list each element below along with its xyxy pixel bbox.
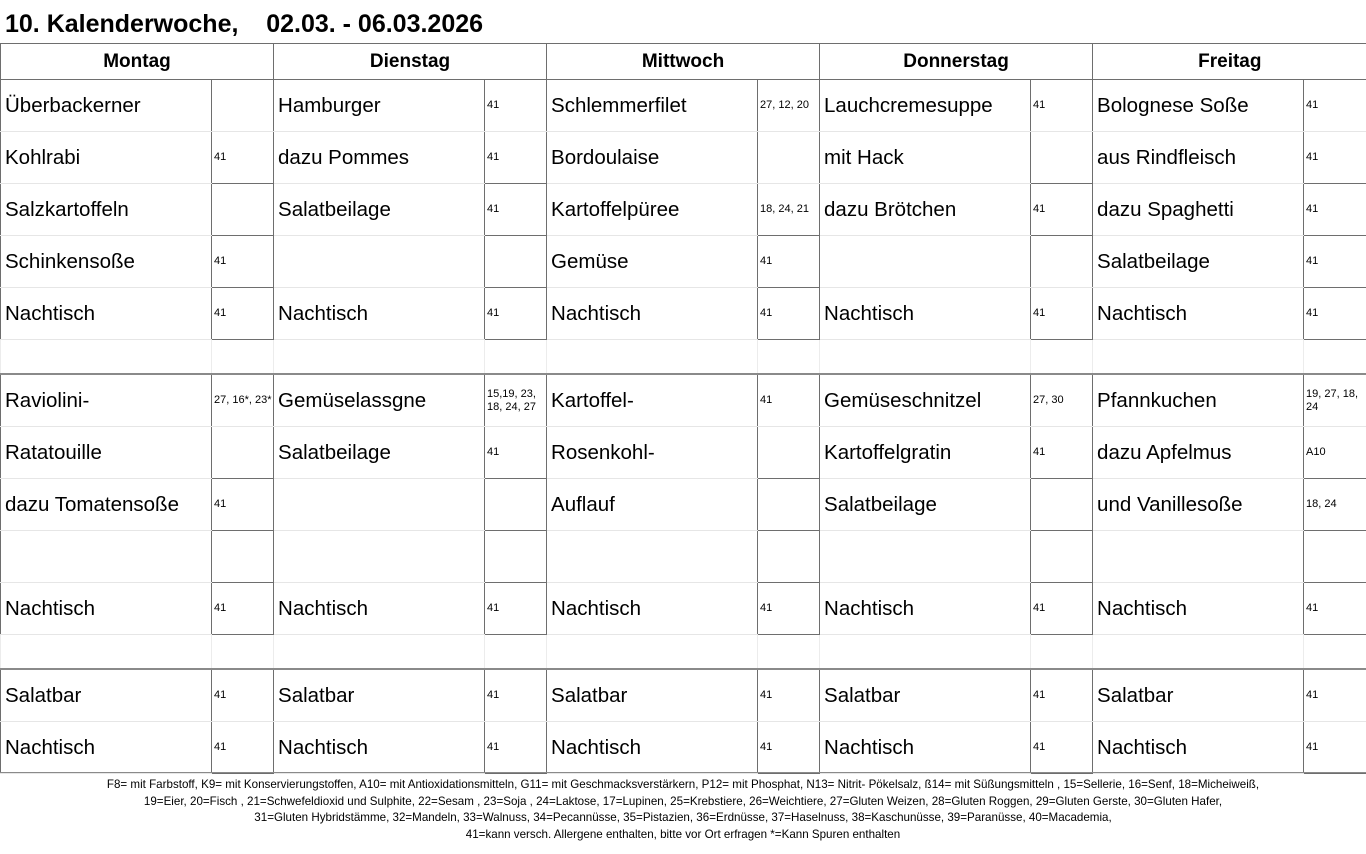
allergen-codes: 15,19, 23, 18, 24, 27 [485,374,547,427]
allergen-codes: 41 [1304,288,1366,340]
empty-cell [1,340,212,375]
empty-cell [485,340,547,375]
dish-name: Nachtisch [820,583,1031,635]
allergen-codes: 41 [758,236,820,288]
allergen-codes [485,236,547,288]
empty-cell [758,340,820,375]
allergen-codes [1304,531,1366,583]
dish-name: Nachtisch [1,583,212,635]
allergen-codes: 41 [1304,80,1366,132]
dish-name: dazu Brötchen [820,184,1031,236]
allergen-codes: 41 [485,583,547,635]
dish-name: Kartoffel- [547,374,758,427]
allergen-codes [758,132,820,184]
menu-row [1,236,1366,288]
dish-name: Raviolini- [1,374,212,427]
allergen-codes: 41 [485,132,547,184]
allergen-codes [758,531,820,583]
dish-name: Bolognese Soße [1093,80,1304,132]
dish-name: Nachtisch [274,583,485,635]
dish-name [547,531,758,583]
empty-cell [212,340,274,375]
allergen-codes: 41 [212,583,274,635]
dish-name [274,479,485,531]
day-header-tuesday: Dienstag [274,44,547,80]
allergen-codes [485,479,547,531]
legend-line: 19=Eier, 20=Fisch , 21=Schwefeldioxid und Sulphite, 22=Sesam , 23=Soja , 24=Laktose, 17=Lupinen, 25=Krebstiere, 26=Weichtiere, 27=Gluten Weizen, 28=Gluten Roggen, 29=Gluten Gerste, 30=Gluten Hafer, [143,794,1223,808]
allergen-codes: 41 [485,669,547,722]
day-header-monday: Montag [1,44,274,80]
empty-cell [1093,340,1304,375]
dish-name: mit Hack [820,132,1031,184]
menu-row [1,669,1366,722]
dish-name: Schlemmerfilet [547,80,758,132]
dish-name [820,236,1031,288]
dish-name: Kartoffelpüree [547,184,758,236]
dish-name: Nachtisch [547,722,758,774]
legend-line: F8= mit Farbstoff, K9= mit Konservierungstoffen, A10= mit Antioxidationsmitteln, G11= mit Geschmacksverstärkern, P12= mit Phosphat, N13= Nitrit- Pökelsalz, ß14= mit Süßungsmitteln , 15=Sellerie, 16=Senf, 18=Micheiweiß, [106,778,1260,791]
day-header-friday: Freitag [1093,44,1366,80]
allergen-codes: 41 [1304,722,1366,774]
allergen-codes: 41 [758,288,820,340]
allergen-codes: 41 [1304,132,1366,184]
allergen-codes: 27, 30 [1031,374,1093,427]
dish-name: Überbackerner [1,80,212,132]
menu-row [1,288,1366,340]
allergen-codes: 41 [212,669,274,722]
allergen-codes [758,479,820,531]
allergen-codes: 41 [212,288,274,340]
dish-name: Nachtisch [1,288,212,340]
allergen-codes: 19, 27, 18, 24 [1304,374,1366,427]
allergen-codes: 41 [212,236,274,288]
dish-name: Salatbar [274,669,485,722]
empty-cell [274,635,485,670]
dish-name: Salatbar [1,669,212,722]
allergen-codes [758,427,820,479]
allergen-codes: 18, 24 [1304,479,1366,531]
day-header-row [1,44,1366,80]
allergen-codes: 27, 12, 20 [758,80,820,132]
allergen-codes: 41 [1304,583,1366,635]
dish-name: Nachtisch [820,288,1031,340]
empty-cell [547,340,758,375]
day-header-wednesday: Mittwoch [547,44,820,80]
dish-name: Schinkensoße [1,236,212,288]
allergen-codes: 41 [1304,669,1366,722]
empty-cell [547,635,758,670]
dish-name: dazu Tomatensoße [1,479,212,531]
menu-row [1,722,1366,774]
empty-cell [274,340,485,375]
dish-name: Nachtisch [274,288,485,340]
dish-name: Salatbeilage [1093,236,1304,288]
allergen-codes: 41 [1304,184,1366,236]
allergen-codes: 41 [1031,669,1093,722]
empty-cell [1304,340,1366,375]
dish-name: Nachtisch [1093,583,1304,635]
empty-cell [1031,635,1093,670]
allergen-legend [0,772,1366,854]
allergen-codes: 41 [212,479,274,531]
legend-line: 41=kann versch. Allergene enthalten, bitte vor Ort erfragen *=Kann Spuren enthalten [465,827,901,841]
empty-cell [1093,635,1304,670]
allergen-codes [1031,236,1093,288]
page-title: 10. Kalenderwoche, 02.03. - 06.03.2026 [5,10,484,38]
dish-name: dazu Pommes [274,132,485,184]
allergen-codes: 41 [212,722,274,774]
empty-cell [485,635,547,670]
allergen-codes [1031,479,1093,531]
allergen-codes [1031,132,1093,184]
dish-name: und Vanillesoße [1093,479,1304,531]
dish-name: Gemüseschnitzel [820,374,1031,427]
dish-name: Salatbar [820,669,1031,722]
dish-name: Gemüse [547,236,758,288]
dish-name: aus Rindfleisch [1093,132,1304,184]
dish-name [1093,531,1304,583]
allergen-codes: 41 [758,583,820,635]
menu-row [1,427,1366,479]
dish-name: dazu Spaghetti [1093,184,1304,236]
dish-name: Nachtisch [547,288,758,340]
menu-row [1,80,1366,132]
allergen-codes: 41 [1031,184,1093,236]
empty-cell [820,340,1031,375]
allergen-codes: 41 [1031,583,1093,635]
dish-name: Pfannkuchen [1093,374,1304,427]
allergen-codes: 41 [485,722,547,774]
dish-name: Nachtisch [274,722,485,774]
allergen-codes: 41 [485,184,547,236]
allergen-codes [485,531,547,583]
menu-row [1,374,1366,427]
dish-name: Auflauf [547,479,758,531]
allergen-codes: 27, 16*, 23* [212,374,274,427]
allergen-codes: 41 [485,80,547,132]
allergen-codes: 41 [1031,427,1093,479]
dish-name [274,531,485,583]
allergen-codes [212,427,274,479]
allergen-codes: A10 [1304,427,1366,479]
dish-name: dazu Apfelmus [1093,427,1304,479]
menu-row [1,531,1366,583]
allergen-codes: 41 [485,427,547,479]
allergen-codes: 41 [758,722,820,774]
dish-name: Salatbar [1093,669,1304,722]
dish-name: Rosenkohl- [547,427,758,479]
empty-cell [1,635,212,670]
spacer-row [1,635,1366,670]
menu-row [1,184,1366,236]
allergen-codes: 41 [212,132,274,184]
allergen-codes: 41 [758,374,820,427]
dish-name: Lauchcremesuppe [820,80,1031,132]
empty-cell [1304,635,1366,670]
dish-name: Gemüselassgne [274,374,485,427]
dish-name: Ratatouille [1,427,212,479]
dish-name: Salatbeilage [820,479,1031,531]
meal-plan-table [0,43,1366,774]
allergen-codes [212,80,274,132]
dish-name [1,531,212,583]
dish-name: Nachtisch [820,722,1031,774]
menu-row [1,132,1366,184]
dish-name: Nachtisch [1093,288,1304,340]
dish-name: Nachtisch [547,583,758,635]
dish-name: Kartoffelgratin [820,427,1031,479]
menu-row [1,583,1366,635]
allergen-codes: 41 [1304,236,1366,288]
day-header-thursday: Donnerstag [820,44,1093,80]
spacer-row [1,340,1366,375]
allergen-codes: 41 [1031,722,1093,774]
allergen-codes: 41 [1031,288,1093,340]
legend-line: 31=Gluten Hybridstämme, 32=Mandeln, 33=Walnuss, 34=Pecannüsse, 35=Pistazien, 36=Erdnüsse, 37=Haselnuss, 38=Kaschunüsse, 39=Paranüsse, 40=Macademia, [254,811,1112,824]
empty-cell [212,635,274,670]
allergen-codes: 41 [758,669,820,722]
dish-name: Nachtisch [1093,722,1304,774]
empty-cell [1031,340,1093,375]
dish-name: Salatbeilage [274,427,485,479]
allergen-codes: 41 [485,288,547,340]
dish-name: Hamburger [274,80,485,132]
dish-name: Kohlrabi [1,132,212,184]
allergen-codes: 18, 24, 21 [758,184,820,236]
dish-name [274,236,485,288]
dish-name: Salzkartoffeln [1,184,212,236]
empty-cell [820,635,1031,670]
allergen-codes [212,184,274,236]
allergen-codes [212,531,274,583]
allergen-codes: 41 [1031,80,1093,132]
dish-name: Bordoulaise [547,132,758,184]
empty-cell [758,635,820,670]
dish-name: Nachtisch [1,722,212,774]
allergen-codes [1031,531,1093,583]
dish-name: Salatbeilage [274,184,485,236]
dish-name: Salatbar [547,669,758,722]
menu-row [1,479,1366,531]
dish-name [820,531,1031,583]
